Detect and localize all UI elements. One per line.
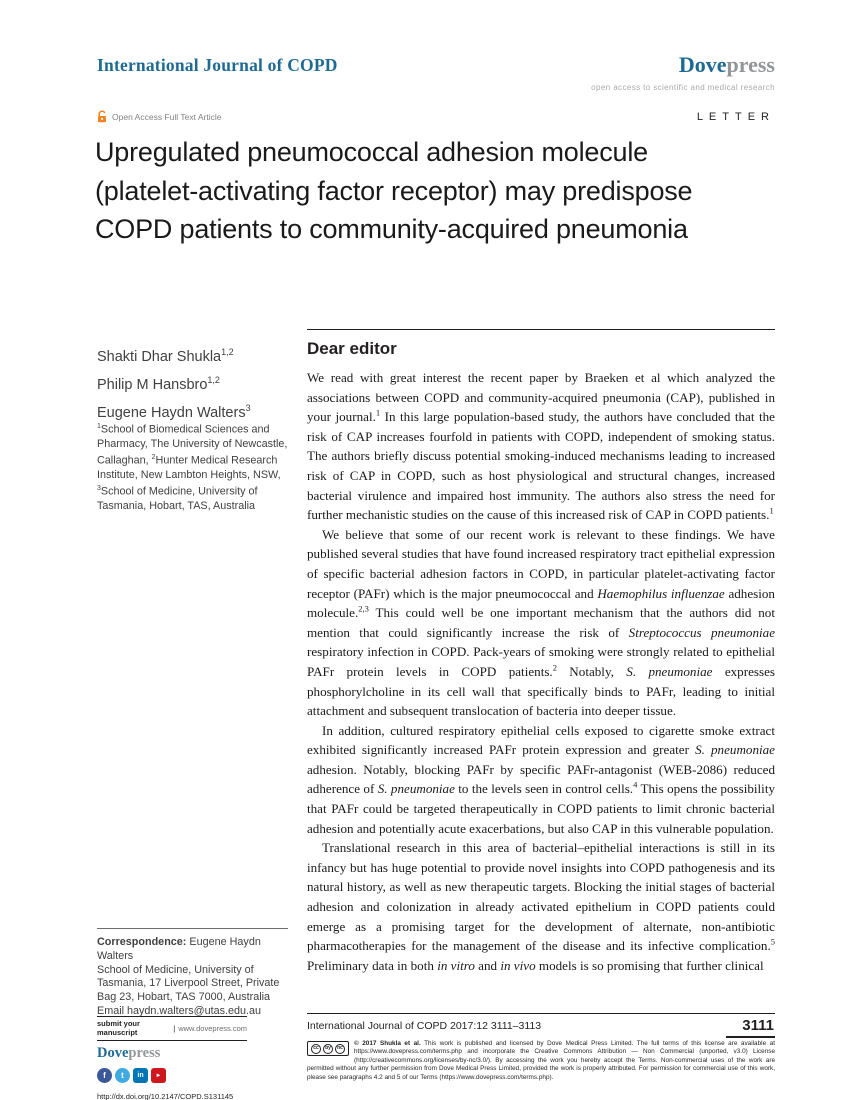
author [97,341,251,369]
correspondence-name: Eugene Haydn Walters [97,936,261,962]
social-icons-row [97,1068,247,1083]
dovepress-logo [679,52,775,78]
letter-paragraph: In addition, cultured respiratory epithelial cells exposed to cigarette smoke extract exhibited significantly increased PAFr protein expression and greater S. pneumoniae adhesion. Notably, blocking PAFr by specific PAFr-antagonist (WEB-2086) reduced adherence of S. pneumoniae to the levels seen in control cells.$^4$ This opens the possibility that PAFr could be targeted therapeutically in COPD patients to limit chronic bacterial adhesion and potentially acute exacerbations, but also CAP in this vulnerable population. [307,722,775,836]
article-title-line: COPD patients to community-acquired pneumonia [95,214,688,244]
citation-text: International Journal of COPD 2017:12 3111–3113 [307,1020,542,1032]
article-meta-row [97,110,775,123]
page-number: 3111 [726,1017,775,1038]
footer-publisher-block [97,1016,247,1100]
facebook-icon[interactable]: f [97,1068,112,1083]
article-title-line: (platelet-activating factor receptor) may predispose [95,175,693,206]
footer-citation-row [307,1013,775,1038]
correspondence-address: School of Medicine, University of Tasmania, 17 Liverpool Street, Private Bag 23, Hobart, TAS 7000, Australia [97,963,280,1004]
open-access-label: Open Access Full Text Article [112,111,222,122]
open-access-group [97,110,221,123]
submit-manuscript-line [97,1016,247,1041]
author-list [97,341,251,424]
journal-tagline: open access to scientific and medical research [591,83,775,92]
salutation-heading: Dear editor [307,339,397,358]
column-top-rule [307,329,775,330]
article-title [95,133,795,249]
dovepress-url-link[interactable]: www.dovepress.com [178,1023,247,1033]
twitter-icon[interactable]: t [115,1068,130,1083]
cc-by-icon: by [323,1044,333,1054]
affiliations: $^1$School of Biomedical Sciences and Pharmacy, The University of Newcastle, Callaghan, $^2$Hunter Medical Research Institute, New Lambton Heights, NSW, $^3$School of Medicine, University of Tasmania, Hobart, TAS, Australia [97,423,288,513]
author-name: Shakti Dhar Shukla [97,348,222,365]
letter-column [307,329,775,1017]
cc-icon: cc [311,1044,321,1054]
letter-paragraph: Translational research in this area of bacterial–epithelial interactions is still in its infancy but has huge potential to provide novel insights into COPD pathogenesis and its natural history, as well as new therapeutic targets. Blocking the initial stages of bacterial adhesion and colonization in already activated epithelium in COPD patients could emerge as a promising target for the development of alternate, non-antibiotic pharmacotherapies for the management of the disease and its infective complication.$^5$ Preliminary data in both in vitro and in vivo models is so promising that further clinical [307,840,775,973]
author-affiliation-marker: 1,2 [221,347,234,357]
author-affiliation-marker: 1,2 [207,374,220,385]
correspondence-label: Correspondence: [97,936,187,948]
letter-paragraph: We read with great interest the recent paper by Braeken et al which analyzed the associations between COPD and community-acquired pneumonia (CAP), published in your journal.$^1$ In this large population-based study, the authors have concluded that the risk of CAP increases fourfold in patients with COPD, independent of smoking status. The authors briefly discuss potential smoking-induced mechanisms leading to increased risk of CAP in COPD, such as host physiological and structural changes, increased bacterial virulence and impaired host immunity. The authors also stress the need for further mechanistic studies on the cause of this increased risk of CAP in COPD patients.$^1$ [307,370,775,523]
dovepress-footer-logo-press: press [128,1045,161,1061]
letter-paragraph: We believe that some of our recent work is relevant to these findings. We have published several studies that have found increased respiratory tract epithelial expression of specific bacterial adhesion factors in COPD, in particular platelet-activating factor receptor (PAFr) which is the major pneumococcal and Haemophilus influenzae adhesion molecule.$^{2,3}$ This could well be one important mechanism that the authors did not mention that could significantly increase the risk of Streptococcus pneumoniae respiratory infection in COPD. Pack-years of smoking were strongly related to epithelial PAFr protein levels in COPD patients.$^2$ Notably, S. pneumoniae expresses phosphorylcholine in its cell wall that specifically binds to PAFr, leading to initial attachment and subsequent translocation of bacteria into deeper tissue. [307,526,775,719]
dovepress-logo-dove: Dove [678,52,727,77]
author-affiliation-marker: 3 [245,402,251,413]
youtube-icon[interactable]: ► [151,1068,166,1083]
author-name: Philip M Hansbro [97,376,208,393]
divider: | [173,1023,176,1033]
correspondence-email[interactable]: haydn.walters@utas.edu.au [127,1004,262,1017]
author-name: Eugene Haydn Walters [97,404,246,421]
article-type-label: LETTER [696,110,775,123]
linkedin-icon[interactable]: in [133,1068,148,1083]
license-block [307,1040,775,1082]
cc-nc-icon: nc [335,1044,345,1054]
correspondence-email-label: Email [97,1004,124,1017]
dovepress-footer-logo [97,1045,247,1062]
doi-link[interactable]: http://dx.doi.org/10.2147/COPD.S131145 [97,1092,234,1100]
author [97,369,251,397]
dovepress-footer-logo-dove: Dove [97,1045,129,1061]
open-access-lock-icon [97,110,107,123]
license-text: © 2017 Shukla et al. This work is published and licensed by Dove Medical Press Limited. The full terms of this license are available at https://www.dovepress.com/terms.php and incorporate the Creative Commons Attribution — Non Commercial (unported, v3.0) License (http://creativecommons.org/licenses/by-nc/3.0/). By accessing the work you hereby accept the Terms. Non-commercial uses of the work are permitted without any further permission from Dove Medical Press Limited, provided the work is properly attributed. For permission for commercial use of this work, please see paragraphs 4.2 and 5 of our Terms (https://www.dovepress.com/terms.php). [307,1040,775,1081]
dovepress-logo-press: press [726,52,775,77]
correspondence-block [97,928,288,1019]
letter-body [307,368,775,975]
cc-license-badge [307,1041,349,1056]
submit-manuscript-label: submit your manuscript [97,1019,140,1037]
journal-title: International Journal of COPD [97,55,338,75]
article-title-line: Upregulated pneumococcal adhesion molecule [95,137,648,167]
